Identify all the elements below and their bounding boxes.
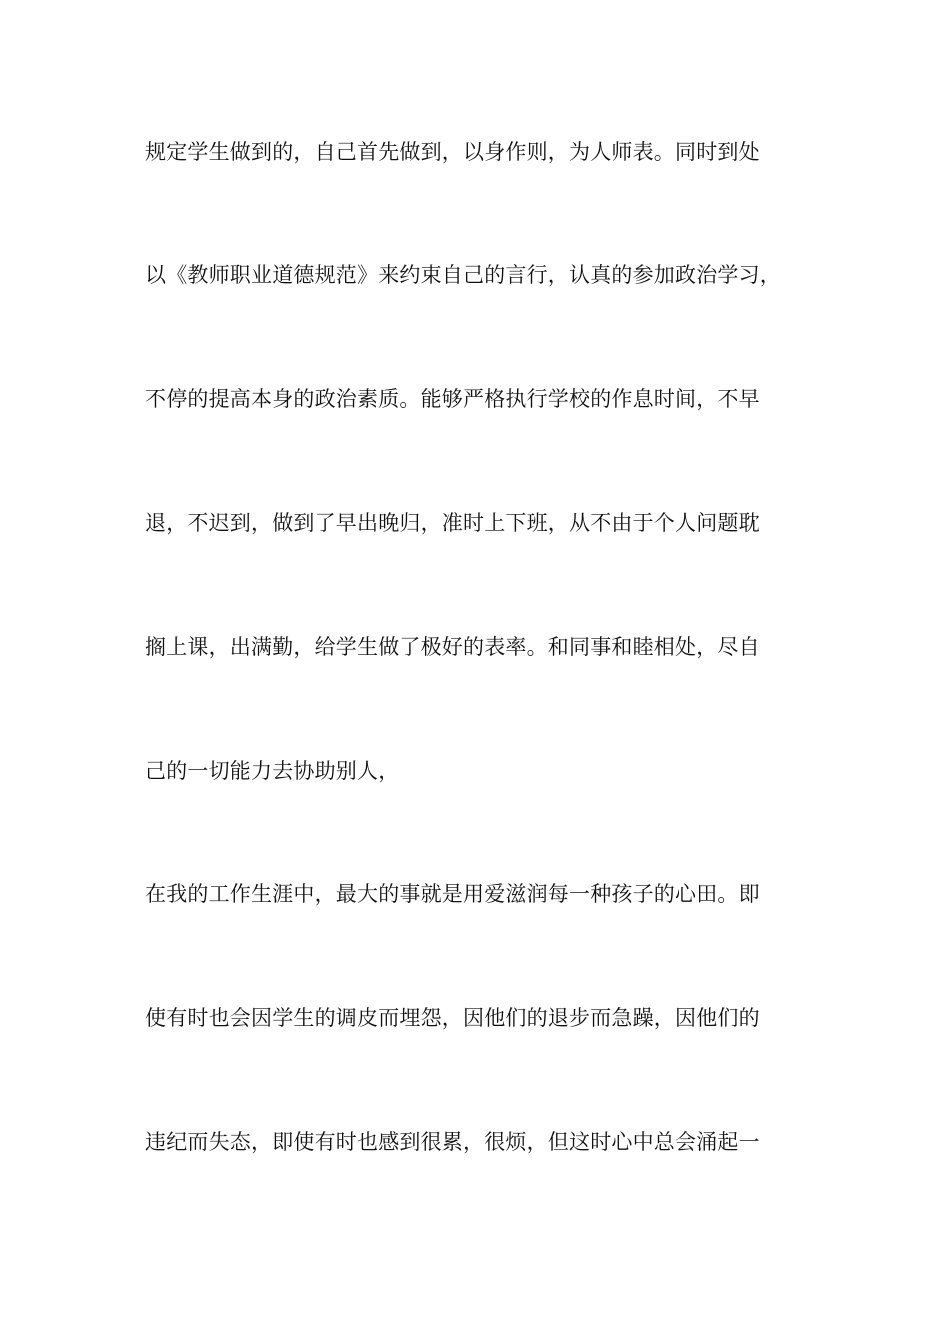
paragraph-line: 退，不迟到，做到了早出晚归，准时上下班，从不由于个人问题耽 [145,511,760,535]
paragraph-line: 己的一切能力去协助别人， [145,759,400,783]
paragraph-line: 搁上课，出满勤，给学生做了极好的表率。和同事和睦相处，尽自 [145,635,760,659]
paragraph-line: 违纪而失态，即使有时也感到很累，很烦，但这时心中总会涌起一 [145,1130,760,1154]
paragraph-line: 以《教师职业道德规范》来约束自己的言行，认真的参加政治学习， [145,263,781,287]
paragraph-line: 规定学生做到的，自己首先做到，以身作则，为人师表。同时到处 [145,140,760,164]
paragraph-line: 使有时也会因学生的调皮而埋怨，因他们的退步而急躁，因他们的 [145,1006,760,1030]
paragraph-line: 不停的提高本身的政治素质。能够严格执行学校的作息时间，不早 [145,387,760,411]
paragraph-line: 在我的工作生涯中，最大的事就是用爱滋润每一种孩子的心田。即 [145,882,760,906]
